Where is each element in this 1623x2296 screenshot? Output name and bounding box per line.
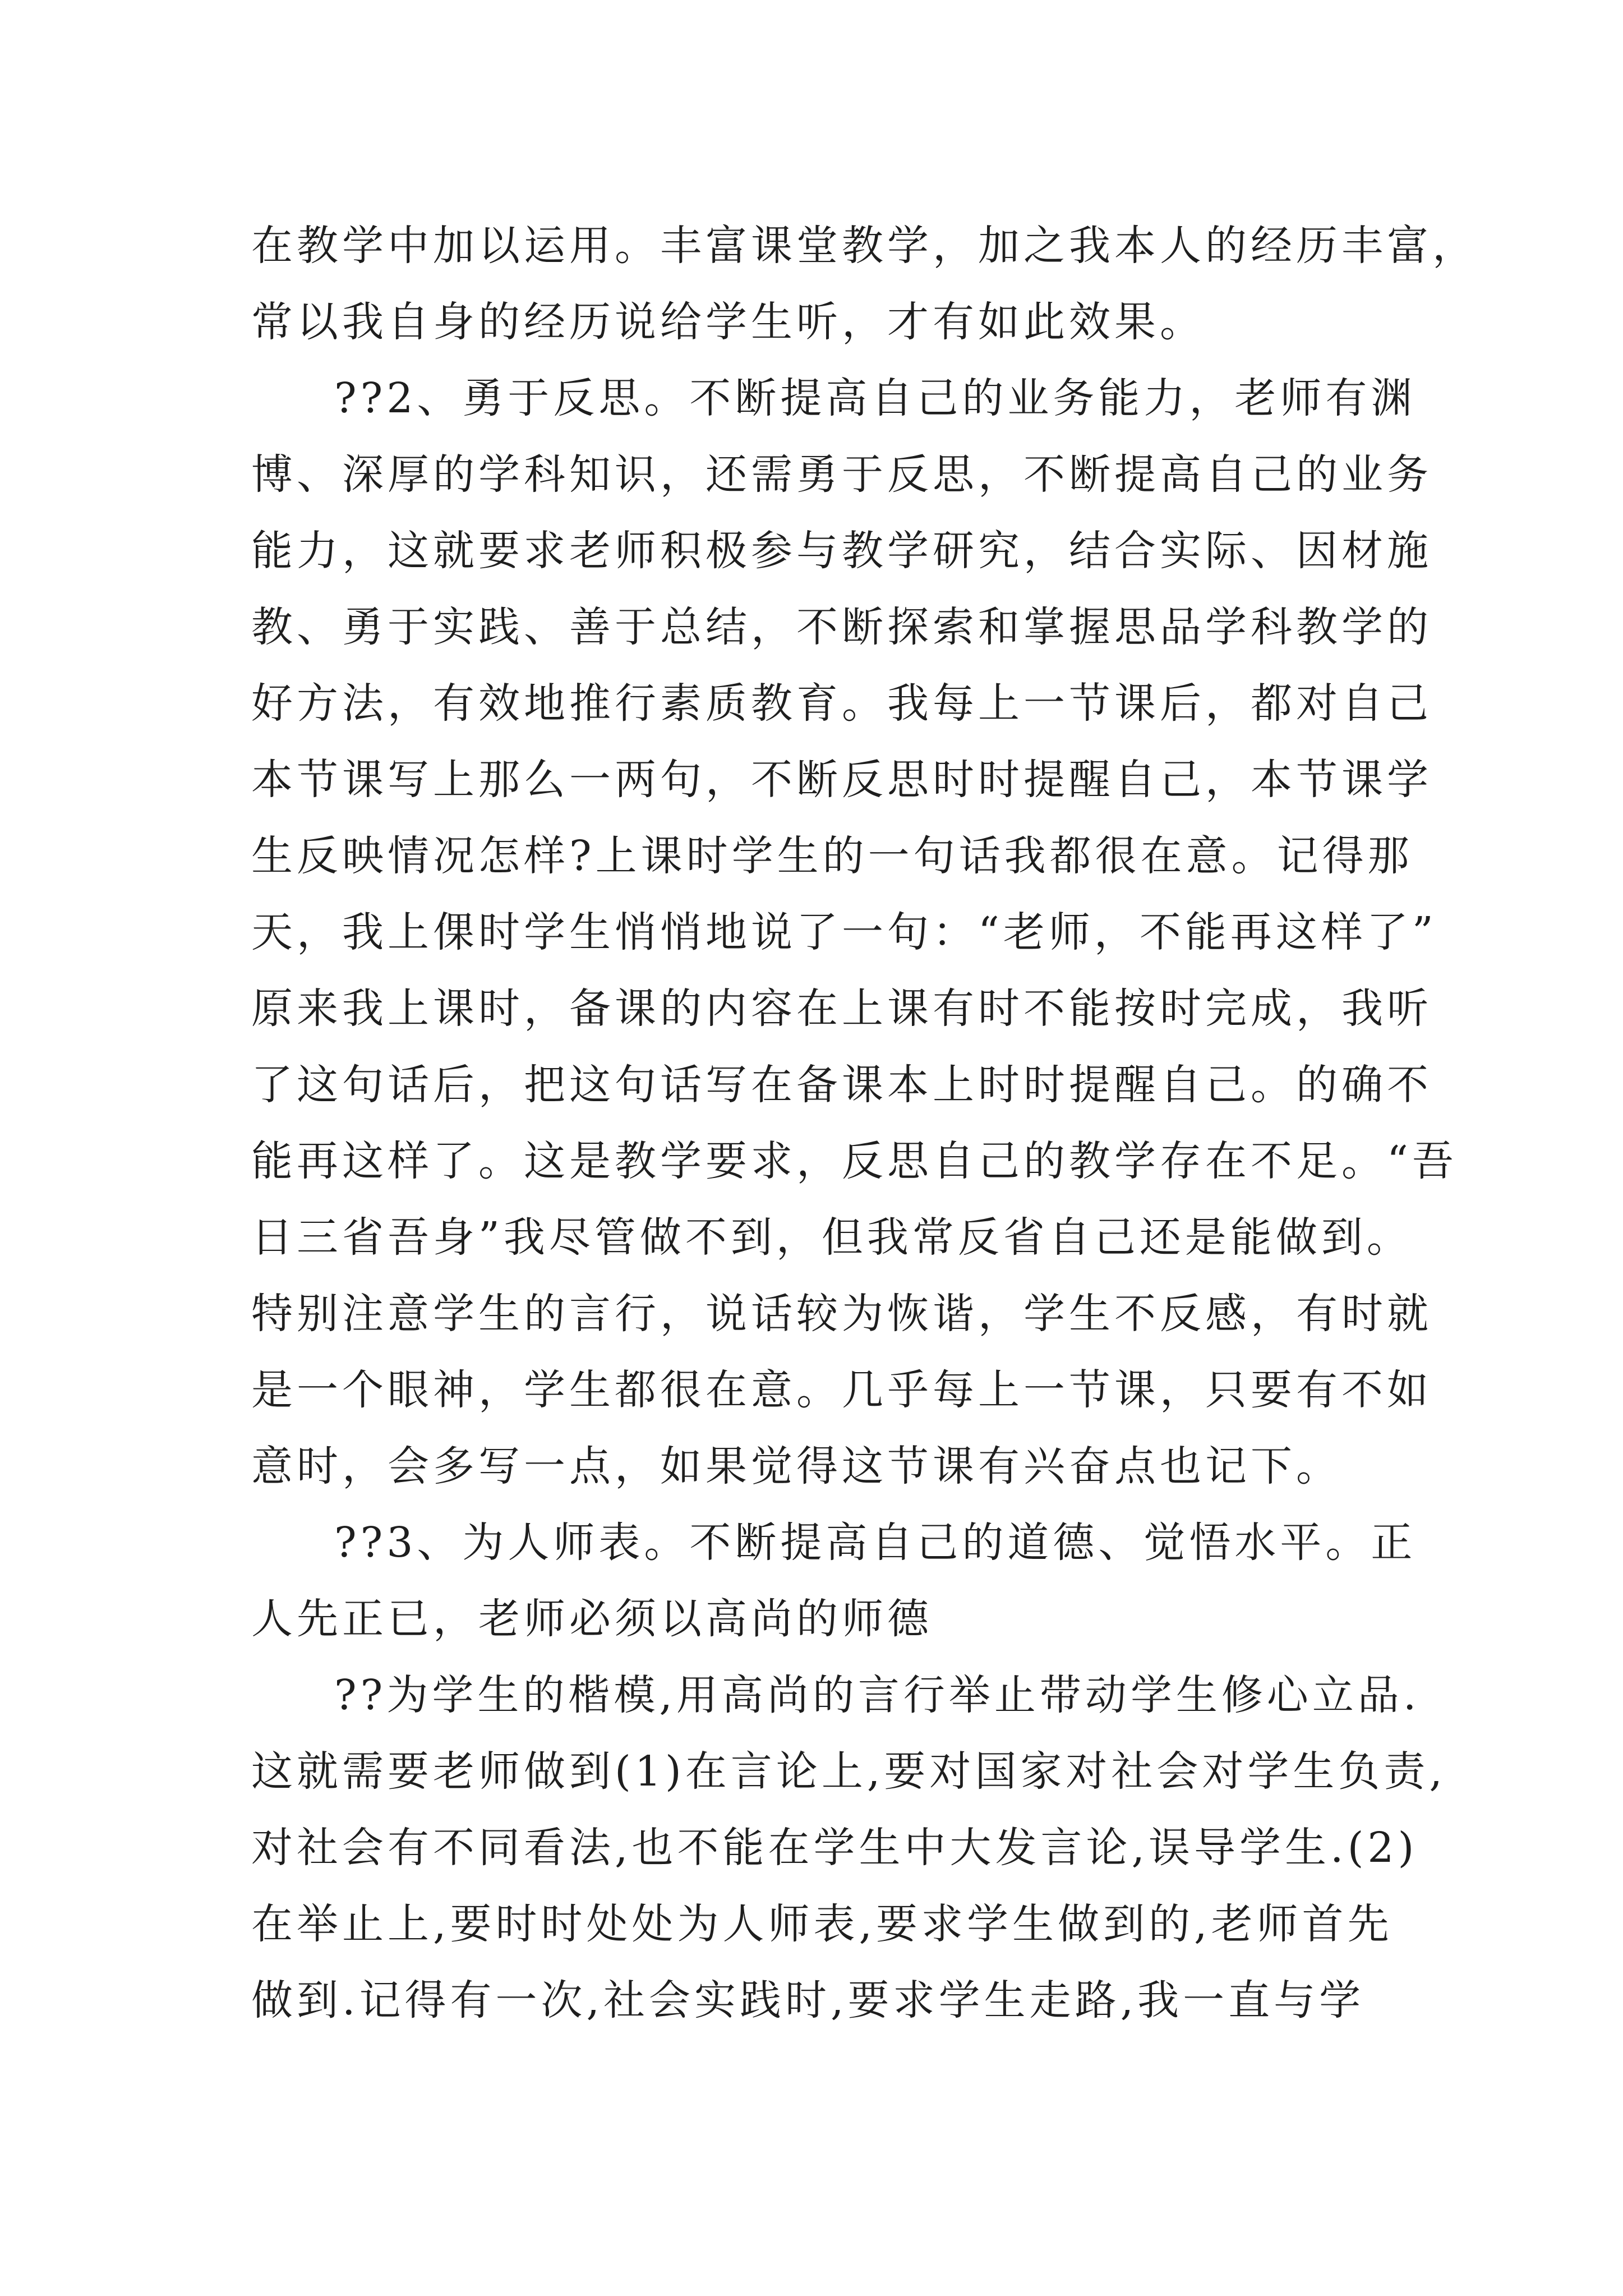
- text-line: 本节课写上那么一两句，不断反思时时提醒自己，本节课学: [251, 756, 1432, 804]
- text-line: 人先正已，老师必须以高尚的师德: [251, 1595, 933, 1643]
- text-line: 意时，会多写一点，如果觉得这节课有兴奋点也记下。: [251, 1442, 1341, 1490]
- text-line: 生反映情况怎样?上课时学生的一句话我都很在意。记得那: [251, 832, 1413, 880]
- text-line: 原来我上课时，备课的内容在上课有时不能按时完成，我听: [251, 984, 1432, 1033]
- text-line-indented: ??2、勇于反思。不断提高自己的业务能力，老师有渊: [334, 374, 1417, 422]
- text-line: 能再这样了。这是教学要求，反思自己的教学存在不足。“吾: [251, 1137, 1458, 1185]
- body-text: [251, 208, 1478, 2039]
- text-line: 好方法，有效地推行素质教育。我每上一节课后，都对自己: [251, 679, 1432, 728]
- text-line-indented: ??为学生的楷模,用高尚的言行举止带动学生修心立品.: [334, 1671, 1421, 1719]
- text-line: 特别注意学生的言行，说话较为恢谐，学生不反感，有时就: [251, 1290, 1432, 1338]
- text-line: 日三省吾身”我尽管做不到，但我常反省自己还是能做到。: [251, 1213, 1412, 1262]
- text-line: 能力，这就要求老师积极参与教学研究，结合实际、因材施: [251, 527, 1432, 575]
- text-line: 教、勇于实践、善于总结，不断探索和掌握思品学科教学的: [251, 603, 1432, 651]
- text-line: 是一个眼神，学生都很在意。几乎每上一节课，只要有不如: [251, 1366, 1432, 1414]
- text-line: 天，我上倮时学生悄悄地说了一句：“老师，不能再这样了”: [251, 908, 1437, 956]
- text-line: 这就需要老师做到(1)在言论上,要对国家对社会对学生负责,: [251, 1747, 1446, 1796]
- text-line: 做到.记得有一次,社会实践时,要求学生走路,我一直与学: [251, 1976, 1365, 2024]
- text-line: 了这句话后，把这句话写在备课本上时时提醒自己。的确不: [251, 1061, 1432, 1109]
- text-line: 在教学中加以运用。丰富课堂教学，加之我本人的经历丰富，: [251, 222, 1478, 270]
- text-line: 常以我自身的经历说给学生听，才有如此效果。: [251, 298, 1205, 346]
- text-line: 对社会有不同看法,也不能在学生中大发言论,误导学生.(2): [251, 1824, 1418, 1872]
- text-line-indented: ??3、为人师表。不断提高自己的道德、觉悟水平。正: [334, 1519, 1417, 1567]
- text-line: 博、深厚的学科知识，还需勇于反思，不断提高自己的业务: [251, 450, 1432, 499]
- text-line: 在举止上,要时时处处为人师表,要求学生做到的,老师首先: [251, 1900, 1393, 1948]
